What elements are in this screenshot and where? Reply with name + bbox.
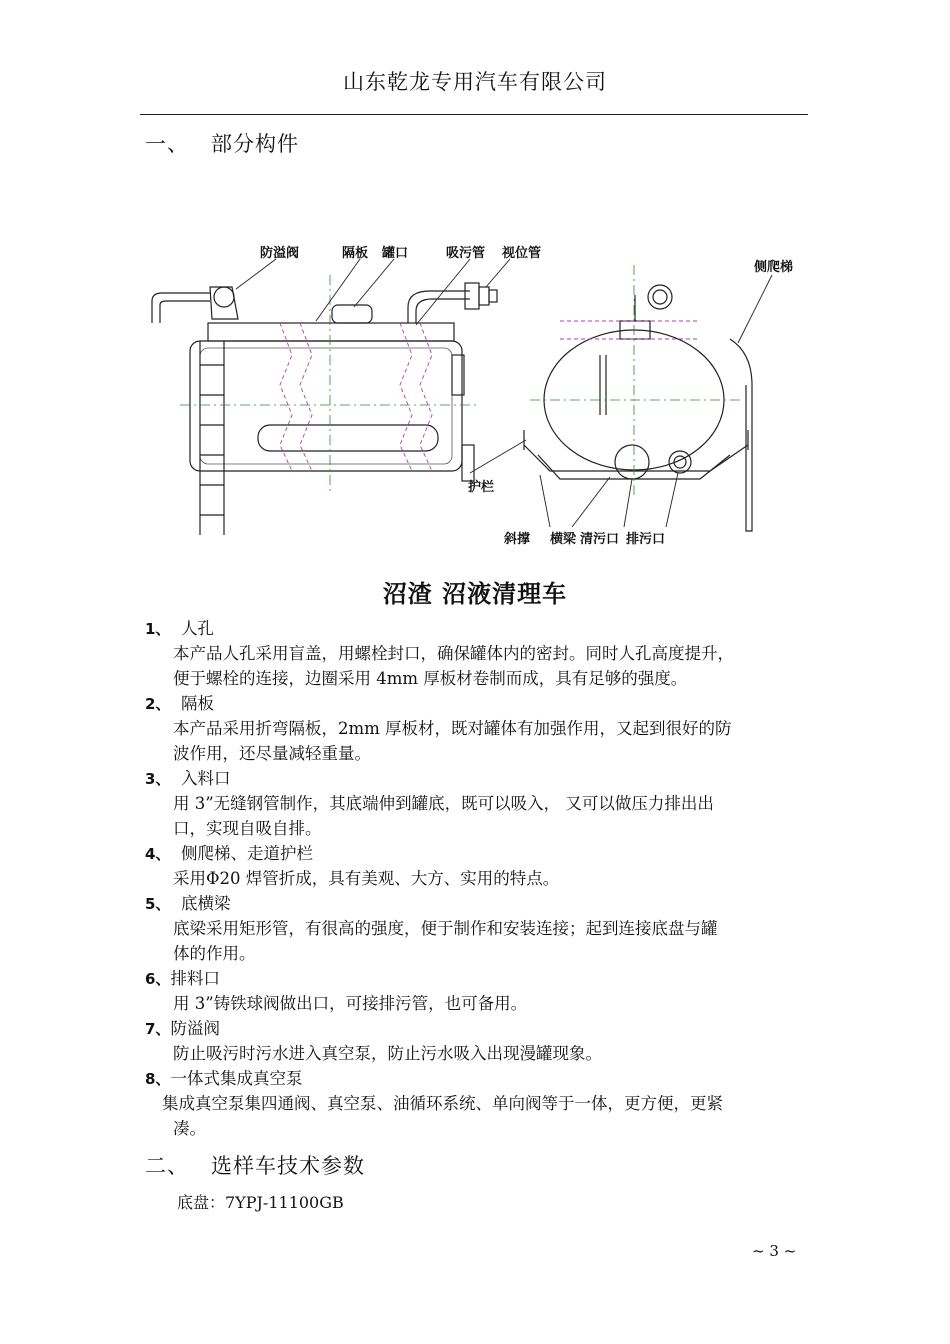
item-8-body: 集成真空泵集四通阀、真空泵、油循环系统、单向阀等于一体，更方便，更紧 凑。 [162,1094,723,1138]
header-rule [140,114,808,115]
page-number: ~ 3 ~ [752,1242,797,1260]
item-4-heading: 4、 侧爬梯、走道护栏 [145,844,313,863]
diagram-caption: 沼渣 沼液清理车 [382,579,568,608]
item-1-body: 本产品人孔采用盲盖，用螺栓封口，确保罐体内的密封。同时人孔高度提升， 便于螺栓的连接，边圈采用 4mm 厚板材卷制而成，具有足够的强度。 [173,644,734,688]
section-1-title: 部分构件 [211,132,299,156]
section-1-heading [145,128,299,158]
item-4-body: 采用Φ20 焊管折成，具有美观、大方、实用的特点。 [173,869,560,888]
inner-pipe [258,425,438,451]
ladder-rail [730,339,752,531]
clean-port [615,445,649,479]
label-suction: 吸污管 [446,246,486,261]
item-6-body: 用 3”铸铁球阀做出口，可接排污管，也可备用。 [173,994,528,1013]
item-7-body: 防止吸污时污水进入真空泵，防止污水吸入出现漫罐现象。 [173,1044,602,1063]
label-ladder: 侧爬梯 [754,260,794,275]
section-2-number: 二、 [145,1154,189,1178]
item-3-heading: 3、 入料口 [145,769,231,788]
tank-drawing [140,235,810,555]
chassis-spec: 底盘：7YPJ-11100GB [177,1193,344,1212]
suction-pipe [408,291,470,323]
item-2-heading: 2、 隔板 [145,694,214,713]
section-2-heading [145,1150,365,1180]
manhole [332,305,372,323]
section-1-number: 一、 [145,132,189,156]
item-2-body: 本产品采用折弯隔板，2mm 厚板材，既对罐体有加强作用，又起到很好的防 波作用，还尽量减轻重量。 [173,719,732,763]
valve-pipe [152,293,210,323]
item-7-heading: 7、防溢阀 [145,1019,220,1038]
walkway [208,323,454,341]
item-3-body: 用 3”无缝钢管制作，其底端伸到罐底，既可以吸入， 又可以做压力排出出 口，实现自吸自排。 [173,794,714,838]
label-rail: 护栏 [468,480,495,495]
label-brace: 斜撑 [504,532,531,547]
item-5-heading: 5、 底横梁 [145,894,231,913]
drain-port [669,451,691,473]
label-beam: 横梁 [550,532,577,547]
item-8-heading: 8、一体式集成真空泵 [145,1069,303,1088]
item-1-heading: 1、 人孔 [145,619,214,638]
label-sight: 视位管 [502,246,542,261]
item-5-body: 底梁采用矩形管，有很高的强度，便于制作和安装连接；起到连接底盘与罐 体的作用。 [173,919,718,963]
company-header: 山东乾龙专用汽车有限公司 [343,70,607,94]
label-baffle: 隔板 [342,246,369,261]
label-clean: 清污口 [580,532,620,547]
item-6-heading: 6、排料口 [145,969,220,988]
label-drain: 排污口 [626,532,666,547]
section-2-title: 选样车技术参数 [211,1154,365,1178]
label-valve: 防溢阀 [260,246,300,261]
label-tank-mouth: 罐口 [382,246,409,261]
